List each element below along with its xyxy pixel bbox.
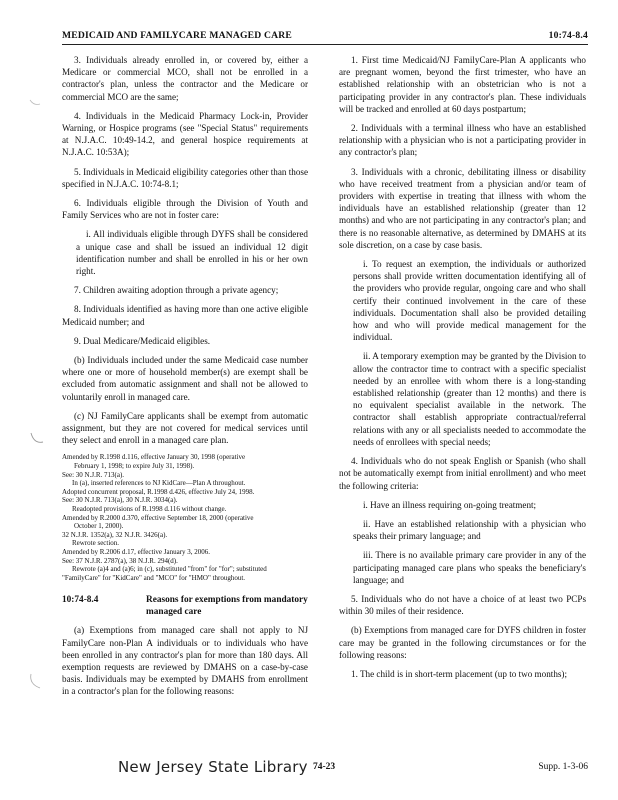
section-title: Reasons for exemptions from mandatory managed care (146, 595, 308, 618)
header-rule (62, 44, 588, 45)
history-line: Amended by R.2006 d.17, effective January 3, 2006. (62, 548, 211, 557)
history-line: Rewrote section. (72, 539, 120, 548)
paragraph-rb1: 1. The child is in short-term placement (up to two months); (351, 668, 568, 679)
history-line: October 1, 2000). (74, 522, 124, 531)
section-number: 10:74-8.4 (62, 595, 99, 606)
library-stamp: New Jersey State Library (118, 758, 308, 776)
paragraph-c: (c) NJ FamilyCare applicants shall be exempt from automatic assignment, but they are not covered for medical services until they select and enroll in a managed care plan. (62, 410, 308, 446)
scan-mark-icon (28, 96, 42, 116)
paragraph-a7: 7. Children awaiting adoption through a private agency; (74, 285, 279, 296)
paragraph-a3: 3. Individuals already enrolled in, or covered by, either a Medicare or commercial MCO, shall not be enrolled in a contractor's plan, unless the contractor and the Medicare or commercial MCO are the same; (62, 55, 308, 102)
history-line: See: 30 N.J.R. 713(a). (62, 470, 125, 479)
paragraph-r3-ii: ii. A temporary exemption may be granted by the Division to allow the contractor time to contract with a specific specialist needed by an enrollee with whom there is a long-standing established relationship (greater than 12 months) and there is no equivalent specialist available in the network. The contractor shall establish appropriate contractual/referral relations with any or all specialists needed to accommodate the needs of enrollees with special needs; (353, 351, 586, 447)
history-line: 32 N.J.R. 1352(a), 32 N.J.R. 3426(a). (62, 530, 168, 539)
paragraph-rb: (b) Exemptions from managed care for DYFS children in foster care may be granted in the following circumstances or for the following reasons: (339, 625, 586, 660)
supplement-date: Supp. 1-3-06 (538, 762, 588, 772)
section-heading (62, 594, 308, 618)
scan-mark-icon (30, 430, 44, 450)
history-line: Readopted provisions of R.1998 d.116 without change. (72, 505, 227, 514)
paragraph-a6-i: i. All individuals eligible through DYFS shall be considered a unique case and shall be issued an individual 12 digit identification number and shall be enrolled in his or her own right. (76, 229, 308, 277)
history-line: Adopted concurrent proposal, R.1998 d.426, effective July 24, 1998. (62, 487, 255, 496)
paragraph-r4-i: i. Have an illness requiring on-going treatment; (363, 499, 537, 510)
page-footer (0, 758, 618, 788)
paragraph-r4-iii: iii. There is no available primary care provider in any of the participating managed care plans who speaks the beneficiary's language; and (353, 550, 586, 585)
paragraph-r3-i: i. To request an exemption, the individuals or authorized persons shall provide written documentation identifying all of the providers who provide regular, ongoing care and who shall certify their continued involvement in the care of these individuals. Documentation shall also be provided detailing how and who will provide medical management for the individual. (353, 259, 586, 343)
paragraph-r3: 3. Individuals with a chronic, debilitating illness or disability who have received treatment from a physician and/or team of providers with expertise in treating that illness with whom the individuals have an established relationship (greater than 12 months) and who are not participating in any contractor's plan; and there is no reasonable alternative, as determined by DMAHS at its sole discretion, on a case by case basis. (339, 166, 586, 250)
paragraph-a6: 6. Individuals eligible through the Division of Youth and Family Services who are not in foster care: (62, 198, 308, 221)
page-number: 74-23 (313, 762, 336, 772)
right-column (339, 54, 586, 687)
paragraph-section-a: (a) Exemptions from managed care shall not apply to NJ FamilyCare non-Plan A individuals or to individuals who have been enrolled in any contractor's plan for more than 180 days. All exemption requests are reviewed by DMAHS on a case-by-case basis. Individuals may be exempted by DMAHS from enrollment in a contractor's plan for the following reasons: (62, 625, 308, 697)
header-title: MEDICAID AND FAMILYCARE MANAGED CARE (62, 30, 292, 41)
history-line: Amended by R.2000 d.370, effective September 18, 2000 (operative (62, 513, 254, 522)
history-line: February 1, 1998; to expire July 31, 1998). (74, 462, 195, 471)
scan-mark-icon (28, 672, 42, 692)
history-line: Rewrote (a)4 and (a)6; in (c), substituted "from" for "for"; substituted (72, 565, 267, 574)
paragraph-r1: 1. First time Medicaid/NJ FamilyCare-Plan A applicants who are pregnant women, beyond the first trimester, who have an established relationship with an obstetrician who is not a participating provider in any contractor's plan. These individuals will be tracked and enrolled at 60 days postpartum; (339, 55, 586, 114)
history-line: See: 37 N.J.R. 2787(a), 38 N.J.R. 294(d). (62, 556, 178, 565)
paragraph-a9: 9. Dual Medicare/Medicaid eligibles. (74, 335, 211, 346)
paragraph-b: (b) Individuals included under the same Medicaid case number where one or more of household member(s) are exempt shall be excluded from automatic assignment and shall not be allowed to voluntarily enroll in managed care. (62, 355, 308, 402)
paragraph-r2: 2. Individuals with a terminal illness who have an established relationship with a physician who is not a participating provider in any contractor's plan; (339, 123, 586, 158)
history-notes (62, 453, 308, 582)
running-header (62, 28, 588, 44)
paragraph-r4: 4. Individuals who do not speak English or Spanish (who shall not be automatically exempt from initial enrollment) and who meet the following criteria: (339, 456, 586, 491)
paragraph-r5: 5. Individuals who do not have a choice of at least two PCPs within 30 miles of their residence. (339, 593, 586, 617)
header-section-number: 10:74-8.4 (548, 30, 588, 41)
paragraph-a5: 5. Individuals in Medicaid eligibility categories other than those specified in N.J.A.C. 10:74-8.1; (62, 166, 308, 189)
paragraph-r4-ii: ii. Have an established relationship with a physician who speaks their primary language; and (353, 518, 586, 542)
history-line: "FamilyCare" for "KidCare" and "MCO" for "HMO" throughout. (62, 573, 246, 582)
paragraph-a8: 8. Individuals identified as having more than one active eligible Medicaid number; and (62, 304, 308, 327)
history-line: Amended by R.1998 d.116, effective January 30, 1998 (operative (62, 453, 246, 462)
left-column (62, 54, 308, 705)
paragraph-a4: 4. Individuals in the Medicaid Pharmacy Lock-in, Provider Warning, or Hospice programs (see "Special Status" requirements at N.J.A.C. 10:49-14.2, and general hospice requirements at N.J.A.C. 10:53A); (62, 110, 308, 158)
history-line: See: 30 N.J.R. 713(a), 30 N.J.R. 3034(a). (62, 496, 178, 505)
history-line: In (a), inserted references to NJ KidCare—Plan A throughout. (72, 479, 246, 488)
